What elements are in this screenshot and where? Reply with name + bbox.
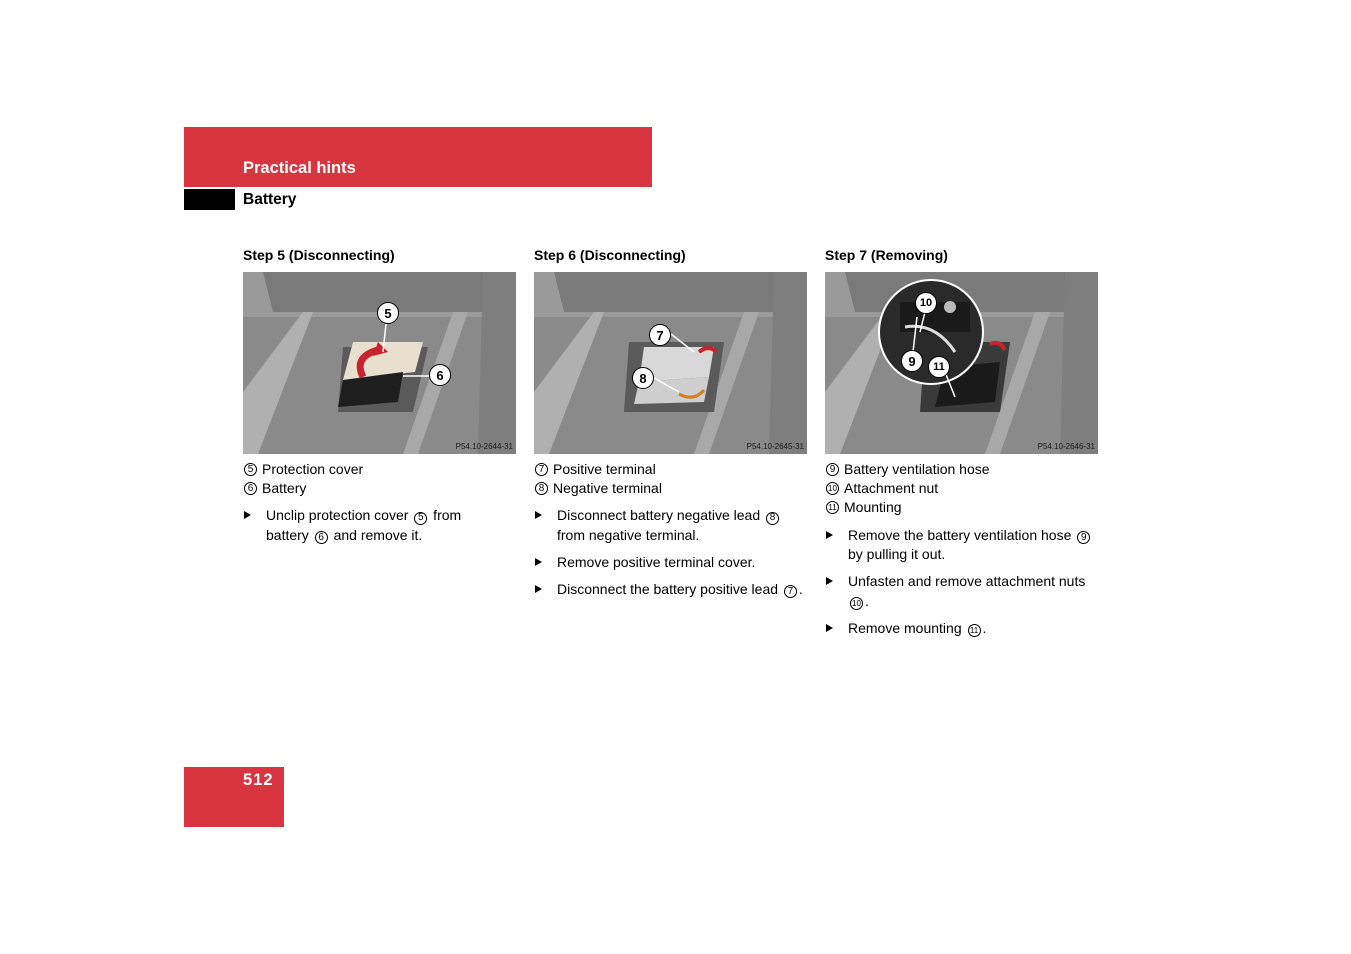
number-badge: 9 bbox=[1077, 531, 1090, 544]
callout-10: 10 bbox=[915, 292, 937, 314]
instructions bbox=[534, 506, 808, 599]
number-badge: 6 bbox=[315, 531, 328, 544]
legend-text: Mounting bbox=[844, 499, 902, 516]
instruction-text: Remove the battery ventilation hose bbox=[848, 526, 1076, 543]
step-5-column bbox=[243, 246, 517, 553]
callout-8: 8 bbox=[632, 367, 654, 389]
step-5-photo bbox=[243, 272, 516, 454]
instruction-text: . bbox=[798, 580, 803, 597]
instruction-text: Remove positive terminal cover. bbox=[557, 553, 756, 570]
step-title: Step 6 (Disconnecting) bbox=[534, 247, 686, 263]
number-badge: 7 bbox=[784, 585, 797, 598]
image-code: P54.10-2644-31 bbox=[455, 442, 513, 451]
instruction-item bbox=[825, 619, 1099, 639]
number-badge: 5 bbox=[244, 463, 257, 476]
image-code: P54.10-2645-31 bbox=[746, 442, 804, 451]
step-7-column bbox=[825, 246, 1099, 646]
number-badge: 8 bbox=[535, 482, 548, 495]
callout-6: 6 bbox=[429, 364, 451, 386]
instruction-text: Disconnect the battery positive lead bbox=[557, 580, 782, 597]
header-banner bbox=[184, 127, 652, 187]
step-title: Step 5 (Disconnecting) bbox=[243, 247, 395, 263]
legend-text: Negative terminal bbox=[553, 480, 662, 497]
callout-11: 11 bbox=[928, 356, 950, 378]
instruction-text: . bbox=[865, 592, 869, 609]
legend bbox=[534, 460, 808, 498]
instruction-text: Unclip protection cover bbox=[266, 507, 413, 524]
step-7-photo bbox=[825, 272, 1098, 454]
legend-item bbox=[825, 479, 1099, 498]
legend-text: Protection cover bbox=[262, 461, 364, 477]
instructions bbox=[243, 506, 517, 545]
instruction-text: . bbox=[982, 619, 987, 636]
callout-9: 9 bbox=[901, 350, 923, 372]
legend-text: Battery bbox=[262, 480, 307, 497]
legend-item bbox=[534, 460, 808, 479]
number-badge: 5 bbox=[414, 512, 427, 525]
header-marker bbox=[184, 189, 235, 210]
number-badge: 11 bbox=[826, 501, 839, 514]
instruction-item bbox=[825, 572, 1099, 611]
bullet-arrow-icon bbox=[826, 531, 833, 539]
instruction-item bbox=[534, 506, 808, 545]
step-6-photo bbox=[534, 272, 807, 454]
instruction-item bbox=[534, 580, 808, 600]
legend-item bbox=[534, 479, 808, 498]
bullet-arrow-icon bbox=[535, 585, 542, 593]
bullet-arrow-icon bbox=[244, 511, 251, 519]
instruction-text: battery bbox=[266, 526, 313, 543]
legend bbox=[825, 460, 1099, 518]
section-title: Practical hints bbox=[243, 159, 356, 177]
step-title: Step 7 (Removing) bbox=[825, 247, 948, 263]
subsection-title: Battery bbox=[243, 191, 297, 208]
instruction-item bbox=[534, 553, 808, 573]
legend bbox=[243, 460, 517, 498]
number-badge: 8 bbox=[766, 512, 779, 525]
legend-item bbox=[825, 498, 1099, 517]
instruction-text: from negative terminal. bbox=[557, 526, 700, 543]
callout-5: 5 bbox=[377, 302, 399, 324]
number-badge: 10 bbox=[826, 482, 839, 495]
legend-item bbox=[243, 460, 517, 479]
number-badge: 10 bbox=[850, 597, 863, 610]
number-badge: 7 bbox=[535, 463, 548, 476]
page-number: 512 bbox=[243, 771, 274, 789]
instruction-text: from bbox=[429, 507, 462, 524]
instruction-text: Remove mounting bbox=[848, 619, 966, 636]
legend-text: Attachment nut bbox=[844, 480, 939, 497]
instructions bbox=[825, 526, 1099, 639]
legend-text: Battery ventilation hose bbox=[844, 461, 990, 477]
instruction-item bbox=[243, 506, 517, 545]
bullet-arrow-icon bbox=[826, 577, 833, 585]
legend-item bbox=[825, 460, 1099, 479]
number-badge: 9 bbox=[826, 463, 839, 476]
instruction-text: Disconnect battery negative lead bbox=[557, 507, 765, 524]
bullet-arrow-icon bbox=[535, 558, 542, 566]
legend-text: Positive terminal bbox=[553, 461, 656, 477]
callout-7: 7 bbox=[649, 324, 671, 346]
instruction-item bbox=[825, 526, 1099, 565]
step-6-column bbox=[534, 246, 808, 607]
instruction-text: and remove it. bbox=[329, 526, 423, 543]
legend-item bbox=[243, 479, 517, 498]
number-badge: 6 bbox=[244, 482, 257, 495]
instruction-text: Unfasten and remove attachment nuts bbox=[848, 573, 1086, 590]
image-code: P54.10-2646-31 bbox=[1037, 442, 1095, 451]
number-badge: 11 bbox=[968, 624, 981, 637]
bullet-arrow-icon bbox=[826, 624, 833, 632]
instruction-text: by pulling it out. bbox=[848, 546, 946, 563]
bullet-arrow-icon bbox=[535, 511, 542, 519]
